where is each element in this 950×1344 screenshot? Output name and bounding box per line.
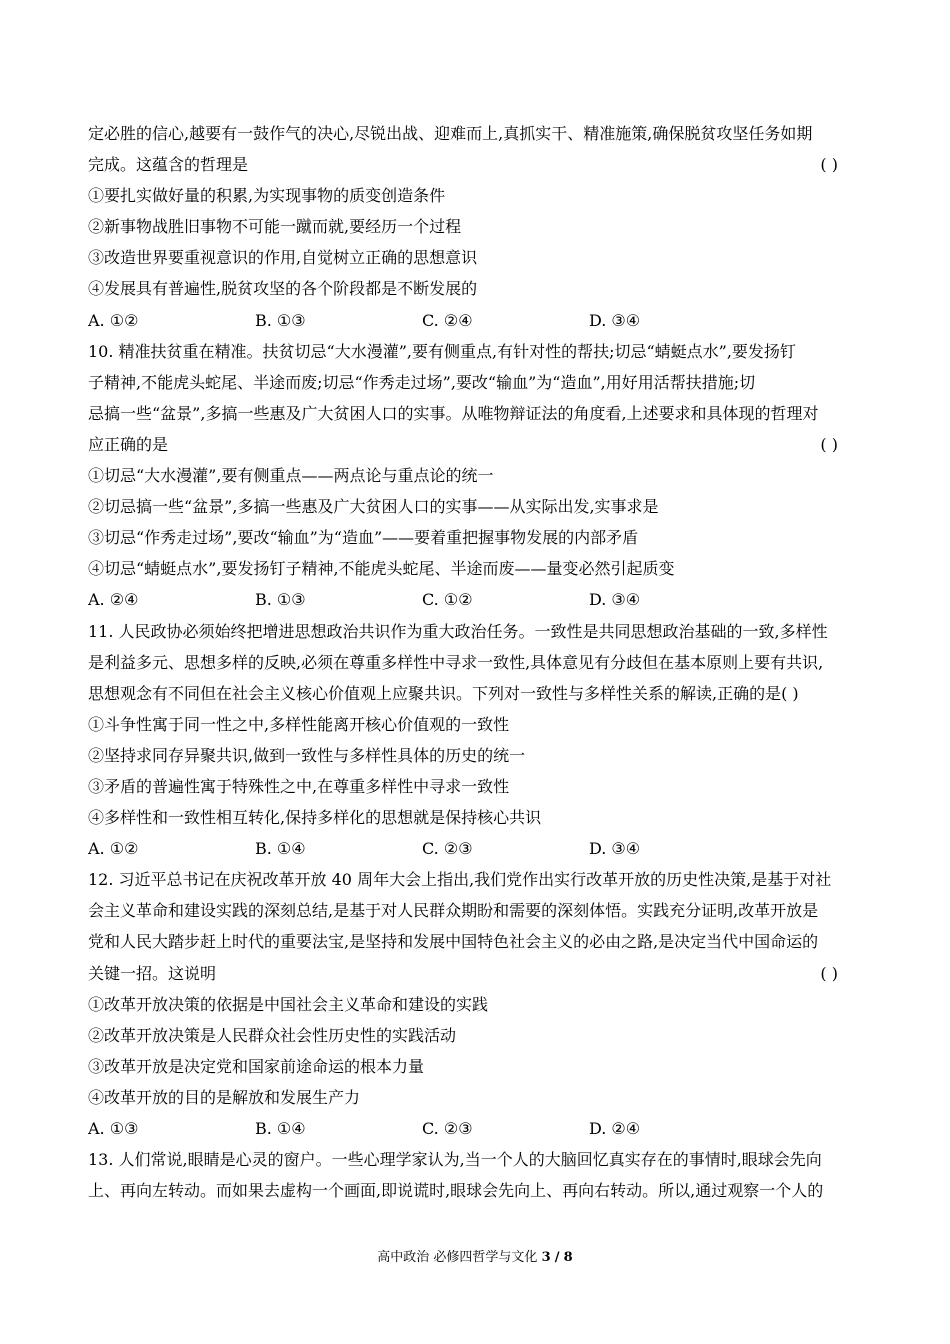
page-content xyxy=(88,118,866,1206)
q9-option-c: C. ②④ xyxy=(422,310,473,330)
q12-stem-line-3: 党和人民大踏步赶上时代的重要法宝,是坚持和发展中国特色社会主义的必由之路,是决定当代中国命运的 xyxy=(88,932,819,952)
footer-separator: / xyxy=(554,1250,560,1265)
q10-option-d: D. ③④ xyxy=(589,590,641,610)
q12-item-2: ②改革开放决策是人民群众社会性历史性的实践活动 xyxy=(88,1025,457,1045)
q10-stem-line-3: 忌搞一些“盆景”,多搞一些惠及广大贫困人口的实事。从唯物辩证法的角度看,上述要求和具体现的哲理对 xyxy=(88,403,819,423)
q12-item-1: ①改革开放决策的依据是中国社会主义革命和建设的实践 xyxy=(88,994,489,1014)
q11-stem-line-2: 是利益多元、思想多样的反映,必须在尊重多样性中寻求一致性,具体意见有分歧但在基本原则上要有共识, xyxy=(88,652,824,672)
q9-stem-line-2 xyxy=(88,149,866,180)
q9-stem-text: 完成。这蕴含的哲理是 xyxy=(88,155,249,175)
q9-item-2: ②新事物战胜旧事物不可能一蹴而就,要经历一个过程 xyxy=(88,217,462,237)
q13-stem-line-1: 13. 人们常说,眼睛是心灵的窗户。一些心理学家认为,当一个人的大脑回忆真实存在的事情时,眼球会先向 xyxy=(88,1150,822,1170)
q10-item-2: ②切忌搞一些“盆景”,多搞一些惠及广大贫困人口的实事——从实际出发,实事求是 xyxy=(88,497,659,517)
q9-answer-blank: ( ) xyxy=(820,155,838,175)
q12-option-c: C. ②③ xyxy=(422,1119,473,1138)
q12-answer-blank: ( ) xyxy=(820,963,838,983)
q9-option-b: B. ①③ xyxy=(255,310,306,330)
q12-option-d: D. ②④ xyxy=(589,1119,641,1138)
q10-stem-line-4 xyxy=(88,429,866,460)
q10-answer-blank: ( ) xyxy=(820,434,838,454)
q11-option-b: B. ①④ xyxy=(255,839,306,859)
q11-item-1: ①斗争性寓于同一性之中,多样性能离开核心价值观的一致性 xyxy=(88,714,510,734)
q9-option-d: D. ③④ xyxy=(589,310,641,330)
q11-stem-line-3: 思想观念有不同但在社会主义核心价值观上应聚共识。下列对一致性与多样性关系的解读,正确的是( ) xyxy=(88,683,799,703)
footer-total-pages: 8 xyxy=(563,1250,573,1265)
footer-page-number: 3 xyxy=(541,1250,551,1265)
q12-stem-line-2: 会主义革命和建设实践的深刻总结,是基于对人民群众期盼和需要的深刻体悟。实践充分证明,改革开放是 xyxy=(88,901,819,921)
q11-option-c: C. ②③ xyxy=(422,839,473,859)
q9-item-1: ①要扎实做好量的积累,为实现事物的质变创造条件 xyxy=(88,186,446,206)
q11-options xyxy=(88,833,866,864)
q10-item-3: ③切忌“作秀走过场”,要改“输血”为“造血”——要着重把握事物发展的内部矛盾 xyxy=(88,528,639,548)
q12-stem-line-4 xyxy=(88,958,866,989)
q11-item-2: ②坚持求同存异聚共识,做到一致性与多样性具体的历史的统一 xyxy=(88,745,526,765)
q10-stem-line-2: 子精神,不能虎头蛇尾、半途而废;切忌“作秀走过场”,要改“输血”为“造血”,用好用活帮扶措施;切 xyxy=(88,372,756,392)
q10-item-1: ①切忌“大水漫灌”,要有侧重点——两点论与重点论的统一 xyxy=(88,466,494,486)
q10-options xyxy=(88,584,866,615)
q13-stem-line-2: 上、再向左转动。而如果去虚构一个画面,即说谎时,眼球会先向上、再向右转动。所以,通过观察一个人的 xyxy=(88,1181,824,1201)
q12-stem-text: 关键一招。这说明 xyxy=(88,963,217,983)
q11-item-3: ③矛盾的普遍性寓于特殊性之中,在尊重多样性中寻求一致性 xyxy=(88,776,510,796)
q10-option-c: C. ①② xyxy=(422,590,473,610)
q10-stem-text: 应正确的是 xyxy=(88,434,169,454)
q12-option-b: B. ①④ xyxy=(255,1119,306,1138)
page-footer xyxy=(0,1246,950,1265)
q12-option-a: A. ①③ xyxy=(88,1119,139,1138)
q12-stem-line-1: 12. 习近平总书记在庆祝改革开放 40 周年大会上指出,我们党作出实行改革开放的历史性决策,是基于对社 xyxy=(88,870,832,890)
q9-stem-line-1: 定必胜的信心,越要有一鼓作气的决心,尽锐出战、迎难而上,真抓实干、精准施策,确保脱贫攻坚任务如期 xyxy=(88,124,813,143)
q10-item-4: ④切忌“蜻蜓点水”,要发扬钉子精神,不能虎头蛇尾、半途而废——量变必然引起质变 xyxy=(88,559,675,579)
q10-option-a: A. ②④ xyxy=(88,590,139,610)
q12-item-4: ④改革开放的目的是解放和发展生产力 xyxy=(88,1087,361,1107)
q11-option-d: D. ③④ xyxy=(589,839,641,859)
q12-item-3: ③改革开放是决定党和国家前途命运的根本力量 xyxy=(88,1056,425,1076)
q10-stem-line-1: 10. 精准扶贫重在精准。扶贫切忌“大水漫灌”,要有侧重点,有针对性的帮扶;切忌“蜻蜓点水”,要发扬钉 xyxy=(88,341,796,361)
q9-option-a: A. ①② xyxy=(88,310,139,330)
q9-item-4: ④发展具有普遍性,脱贫攻坚的各个阶段都是不断发展的 xyxy=(88,279,478,299)
q9-item-3: ③改造世界要重视意识的作用,自觉树立正确的思想意识 xyxy=(88,248,478,268)
q10-option-b: B. ①③ xyxy=(255,590,306,610)
q9-options xyxy=(88,305,866,336)
q12-options xyxy=(88,1113,866,1144)
footer-subject: 高中政治 必修四哲学与文化 xyxy=(377,1250,538,1265)
q11-stem-line-1: 11. 人民政协必须始终把增进思想政治共识作为重大政治任务。一致性是共同思想政治基础的一致,多样性 xyxy=(88,621,828,641)
q11-option-a: A. ①② xyxy=(88,839,139,859)
q11-item-4: ④多样性和一致性相互转化,保持多样化的思想就是保持核心共识 xyxy=(88,808,542,828)
